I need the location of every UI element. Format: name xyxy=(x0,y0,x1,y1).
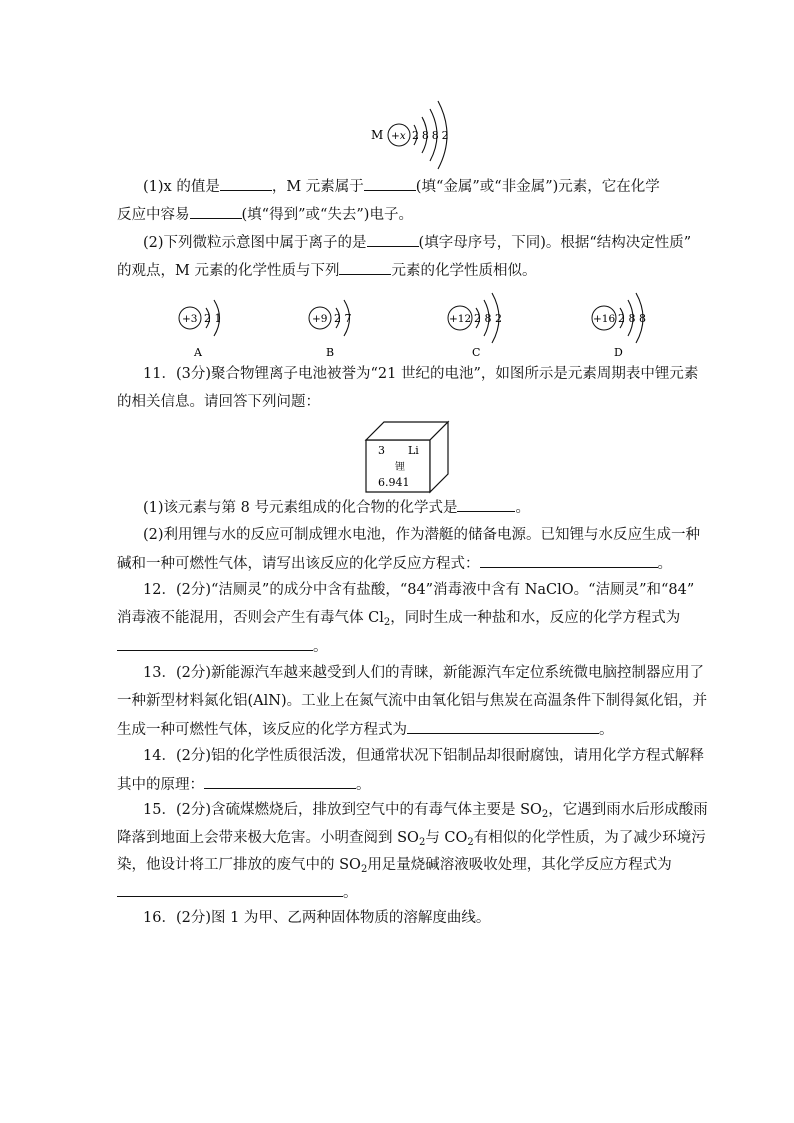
answer-blank[interactable] xyxy=(117,882,343,897)
q15-line1: 15．(2分)含硫煤燃烧后，排放到空气中的有毒气体主要是 $SO_2$，它遇到雨水后形成酸雨 xyxy=(143,802,708,820)
q13-line3: 生成一种可燃性气体，该反应的化学方程式为 。 xyxy=(117,719,614,740)
particle-c-shells: 2 8 2 xyxy=(474,312,502,325)
particle-b-letter: B xyxy=(326,346,335,358)
q15-line4: 。 xyxy=(117,882,358,903)
atom-m-nucleus: +x xyxy=(391,130,406,142)
cell-element-name: 锂 xyxy=(395,462,405,473)
answer-blank[interactable] xyxy=(457,497,515,512)
q15-line3: 染，他设计将工厂排放的废气中的 $SO_2$用足量烧碱溶液吸收处理，其化学反应方程式为 xyxy=(117,857,672,875)
particle-b-diagram xyxy=(298,288,378,358)
q11-p1: (1)该元素与第 8 号元素组成的化合物的化学式是 。 xyxy=(143,497,530,518)
atom-m-diagram xyxy=(366,95,486,175)
q12-line2: 消毒液不能混用，否则会产生有毒气体 $Cl_2$，同时生成一种盐和水，反应的化学方程式为 xyxy=(117,610,681,628)
answer-blank[interactable] xyxy=(364,176,416,191)
particle-c-diagram xyxy=(436,288,526,358)
q10-p2-line1: (2)下列微粒示意图中属于离子的是 (填字母序号，下同)。根据“结构决定性质” xyxy=(143,232,691,253)
q12-line3: 。 xyxy=(117,636,328,657)
answer-blank[interactable] xyxy=(367,232,419,247)
particle-a-letter: A xyxy=(194,346,202,358)
particle-b-nucleus: +9 xyxy=(312,313,328,325)
q10-p1-line2: 反应中容易 (填“得到”或“失去”)电子。 xyxy=(117,204,413,225)
answer-blank[interactable] xyxy=(204,774,356,789)
particle-a-nucleus: +3 xyxy=(182,313,198,325)
q15-line2: 降落到地面上会带来极大危害。小明查阅到 $SO_2$与 $CO_2$有相似的化学性质，为了减少环境污 xyxy=(117,830,706,848)
particle-b-shells: 2 7 xyxy=(334,312,352,325)
cell-atomic-mass: 6.941 xyxy=(378,476,410,489)
particle-c-letter: C xyxy=(472,346,481,358)
particle-d-nucleus: +16 xyxy=(593,313,616,325)
q12-line1: 12．(2分)“洁厕灵”的成分中含有盐酸，“84”消毒液中含有 NaClO。“洁厕灵”和“84” xyxy=(143,582,695,598)
particle-a-diagram xyxy=(168,288,248,358)
particle-c-nucleus: +12 xyxy=(449,313,472,325)
answer-blank[interactable] xyxy=(407,719,599,734)
particle-d-shells: 2 8 8 xyxy=(618,312,646,325)
q14-line2: 其中的原理： 。 xyxy=(117,774,371,795)
q10-p1-line1: (1)x 的值是 ，M 元素属于 (填“金属”或“非金属”)元素，它在化学 xyxy=(143,176,660,197)
particle-a-shells: 2 1 xyxy=(204,312,222,325)
q11-p2-line1: (2)利用锂与水的反应可制成锂水电池，作为潜艇的储备电源。已知锂与水反应生成一种 xyxy=(143,527,701,543)
atom-m-shells: 2 8 8 2 xyxy=(412,129,449,142)
answer-blank[interactable] xyxy=(117,636,313,651)
q11-p2-line2: 碱和一种可燃性气体，请写出该反应的化学反应方程式： 。 xyxy=(117,553,672,574)
q13-line1: 13．(2分)新能源汽车越来越受到人们的青睐，新能源汽车定位系统微电脑控制器应用了 xyxy=(143,665,704,681)
answer-blank[interactable] xyxy=(339,260,391,275)
q14-line1: 14．(2分)铝的化学性质很活泼，但通常状况下铝制品却很耐腐蚀，请用化学方程式解释 xyxy=(143,748,704,764)
q11-line2: 的相关信息。请回答下列问题： xyxy=(117,394,320,410)
q13-line2: 一种新型材料氮化铝(AlN)。工业上在氮气流中由氧化铝与焦炭在高温条件下制得氮化铝，并 xyxy=(117,693,708,709)
answer-blank[interactable] xyxy=(480,553,658,568)
particle-d-letter: D xyxy=(614,346,623,358)
particle-d-diagram xyxy=(580,288,670,358)
cell-atomic-number: 3 xyxy=(378,444,385,457)
cell-symbol: Li xyxy=(408,444,419,457)
answer-blank[interactable] xyxy=(190,204,242,219)
atom-m-symbol: M xyxy=(371,128,384,142)
q16-line1: 16．(2分)图 1 为甲、乙两种固体物质的溶解度曲线。 xyxy=(143,910,491,926)
answer-blank[interactable] xyxy=(220,176,272,191)
q11-line1: 11．(3分)聚合物锂离子电池被誉为“21 世纪的电池”，如图所示是元素周期表中锂元素 xyxy=(143,366,699,382)
q10-p2-line2: 的观点，M 元素的化学性质与下列 元素的化学性质相似。 xyxy=(117,260,536,281)
lithium-element-cell xyxy=(364,418,454,494)
